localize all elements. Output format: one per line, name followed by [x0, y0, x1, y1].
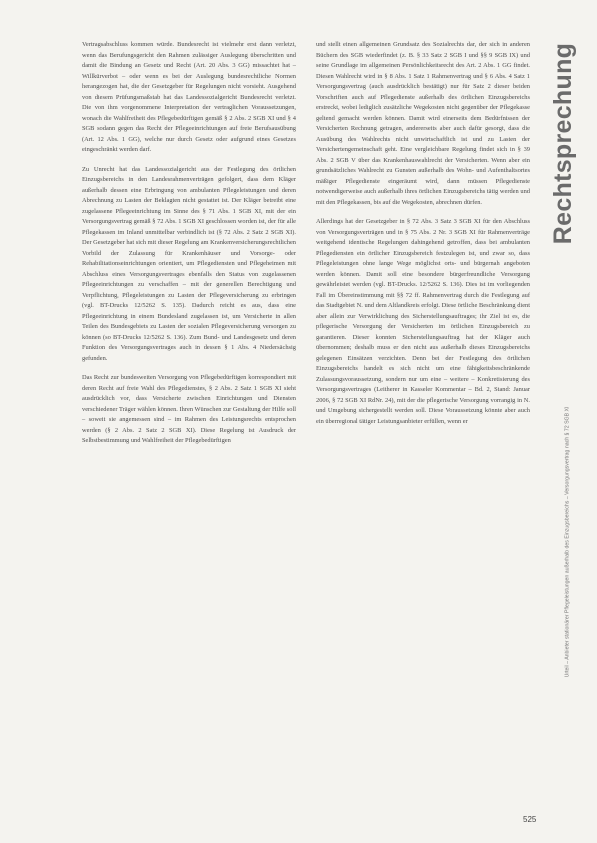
left-paragraph-2: Zu Unrecht hat das Landessozialgericht aus der Festlegung des örtlichen Einzugsbereichs in den Landesrahmenverträgen gefolgert, dass dem Kläger außerhalb dessen eine Erbringung von ambulanten Pflegeleistungen und deren Abrechnung zu Lasten der Beklagten nicht gestattet ist. Der Kläger betreibt eine zugelassene Pflegeeinrichtung im Sinne des § 71 Abs. 1 SGB XI, mit der ein Versorgungsvertrag gemäß § 72 Abs. 1 SGB XI geschlossen worden ist, der für alle Pflegekassen im Inland unmittelbar verbindlich ist (§ 72 Abs. 2 Satz 2 SGB XI). Der Gesetzgeber hat sich mit dieser Regelung am Krankenversicherungsrechtlichen Vorbild der Zulassung für Krankenhäuser und Vorsorge- oder Rehabilitationseinrichtungen orientiert, um Pflegediensten und Pflegeheimen mit Abschluss eines Versorgungsvertrages ebenfalls den Status von zugelassenen Pflegeeinrichtungen zu verschaffen – mit der generellen Berechtigung und Verpflichtung, Pflegeleistungen zu Lasten der Pflegeversicherung zu erbringen (vgl. BT-Drucks 12/5262 S. 135). Dadurch reicht es aus, dass eine Pflegeeinrichtung in einem Bundesland zugelassen ist, um Versicherte in allen Teilen des Bundesgebiets zu Lasten der sozialen Pflegeversicherung versorgen zu können (so BT-Drucks 12/5262 S. 136). Zum Bund- und Landesgesetz und deren Funktion des Versorgungsvertrages auch in dessen § 1 Abs. 4 Niedersächsig gefunden.: [82, 165, 297, 362]
page-number: 525: [523, 815, 537, 824]
running-footer: [560, 262, 574, 822]
running-footer-text: Urteil – Anbieter stationärer Pflegeleistungen außerhalb des Einzugsbereichs – Versorgungsvertrag nach § 72 SGB XI: [564, 406, 570, 678]
left-paragraph-1: Vertragsabschluss kommen würde. Bundesrecht ist vielmehr erst dann verletzt, wenn das Berufungsgericht den Rahmen zulässiger Auslegung überschritten und damit die Bindung an Gesetz und Recht (Art. 20 Abs. 3 GG) missachtet hat – Willkürverbot – oder wenn es bei der Auslegung bundesrechtliche Normen herangezogen hat, die der Gesetzgeber für Regelungen nicht vorsieht. Ausgehend von diesem Prüfungsmaßstab hat das Landessozialgericht Bundesrecht verletzt. Die von ihm vorgenommene Interpretation der vertraglichen Voraussetzungen, wonach die Wahlfreiheit des Pflegebedürftigen gemäß § 2 Abs. 2 SGB XI und § 4 SGB sodann gegen das Recht der Pflegeeinrichtungen auf freie Berufsausübung (Art. 12 Abs. 1 GG), welche nur durch Gesetz oder aufgrund eines Gesetzes eingeschränkt werden darf.: [82, 41, 296, 153]
right-paragraph-1: und stellt einen allgemeinen Grundsatz des Sozialrechts dar, der sich in anderen Büchern des SGB wiederfindet (z. B. § 33 Satz 2 SGB I und §§ 9 SGB IX) und seine Grundlage im allgemeinen Persönlichkeitsrecht des Art. 2 Abs. 1 GG findet. Diesen Wahlrecht wird in § 8 Abs. 1 Satz 1 Rahmenvertrag und § 6 Abs. 4 Satz 1 Versorgungsvertrag (auch ausdrücklich bestätigt) nur für Satz 2 dieser beiden Vorschriften auch auf Pflegedienste außerhalb des örtlichen Einzugsbereichs erstreckt, wobei lediglich zusätzliche Wegekosten nicht gegenüber der Pflegekasse geltend gemacht werden können. Damit wird einerseits dem Bedürfnissen der Versicherten Rechnung getragen, andererseits aber auch dafür gesorgt, dass die Ausübung des Wahlrechts nicht unwirtschaftlich ist und zu Lasten der Versichertengemeinschaft geht. Eine vergleichbare Regelung findet sich in § 39 Abs. 2 SGB V über das Krankenhauswahlrecht der Versicherten. Wenn aber ein grundsätzliches Wahlrecht zu Gunsten außerhalb des Wohn- und Aufenthaltsortes mäßiger Pflegedienste eingeräumt wird, dann müssen Pflegedienste notwendigerweise auch außerhalb ihres örtlichen Einzugsbereichs tätig werden und mit den Pflegekassen, bis auf die Wegekosten, abrechnen dürfen.: [316, 41, 530, 206]
section-rubric-label: Rechtsprechung: [549, 42, 578, 244]
section-rubric: [544, 18, 584, 268]
right-text-column: [316, 40, 530, 436]
right-paragraph-2: Allerdings hat der Gesetzgeber in § 72 Abs. 3 Satz 3 SGB XI für den Abschluss von Versorgungsverträgen und in § 75 Abs. 2 Nr. 3 SGB XI für Rahmenverträge weitgehend identische Regelungen dahingehend getroffen, dass bei ambulanten Pflegediensten ein örtlicher Einzugsbereich festzulegen ist, und zwar so, dass Pflegeleistungen ohne lange Wege möglichst orts- und bürgernah angeboten werden können. Damit soll eine besondere bürgerfreundliche Versorgung gewährleistet werden (vgl. BT-Drucks. 12/5262 S. 136). Dies ist im vorliegenden Fall im Übereinstimmung mit §§ 72 ff. Rahmenvertrag durch die Festlegung auf das Stadtgebiet N. und dem Altlandkreis erfolgt. Diese örtliche Beschränkung dient aber allein zur Verwirklichung des Sicherstellungsauftrages; ihr Ziel ist es, die pflegerische Versorgung der Versicherten im örtlichen Einzugsbereich zu garantieren. Dieser konnten Sicherstellungsauftrag hat der Kläger auch übernommen; deshalb muss er den nicht aus außerhalb dieses Einzugsbereichs gelegenen Einsätzen verzichten. Denn bei der Festlegung des örtlichen Einzugsbereichs handelt es sich nicht um eine fähigkeitsbeschränkende Zulassungsvoraussetzung, sondern nur um eine – weitere – Konkretisierung des Versorgungsvertrages (Leitherer in Kasseler Kommentar – Bd. 2, Stand: Januar 2006, § 72 SGB XI RdNr. 24), mit der die pflegerische Versorgung vorrangig in N. und Umgebung sichergestellt werden soll. Diese Voraussetzung könnte aber auch ein überregional tätiger Leistungsanbieter erfüllen, wenn er: [316, 218, 530, 425]
left-text-column: [82, 40, 296, 456]
left-paragraph-3: Das Recht zur bundesweiten Versorgung von Pflegebedürftigen korrespondiert mit deren Recht auf freie Wahl des Pflegedienstes, § 2 Abs. 2 Satz 1 SGB XI sieht ausdrücklich vor, dass Versicherte zwischen Einrichtungen und Diensten verschiedener Träger wählen können. Ihren Wünschen zur Gestaltung der Hilfe soll – soweit sie angemessen sind – im Rahmen des Leistungsrechts entsprochen werden (§ 2 Abs. 2 Satz 2 SGB XI). Diese Regelung ist Ausdruck der Selbstbestimmung und Wahlfreiheit der Pflegebedürftigen: [82, 374, 296, 444]
